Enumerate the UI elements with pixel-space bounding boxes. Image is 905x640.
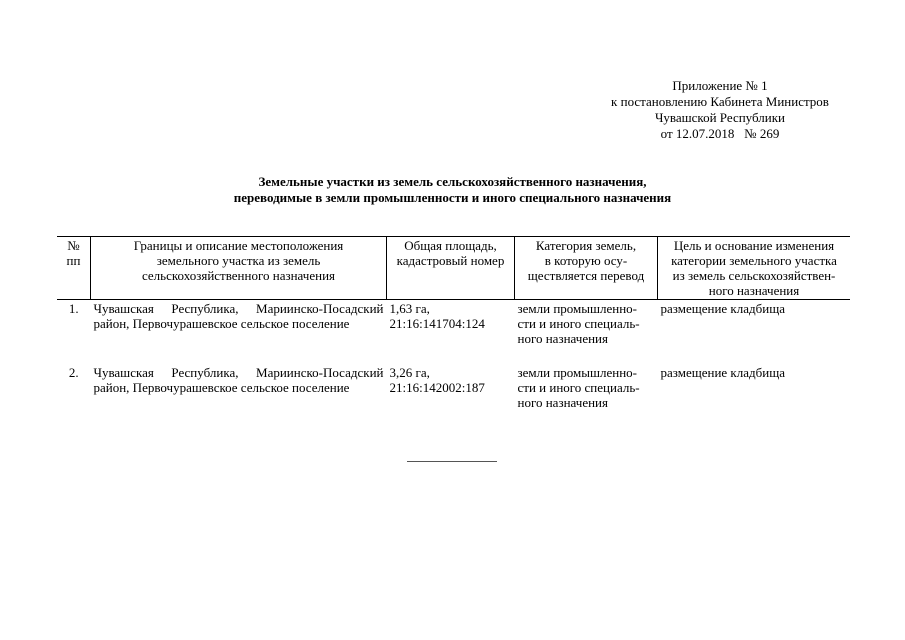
header-num: № пп — [57, 237, 91, 300]
appendix-number: Приложение № 1 — [672, 78, 768, 93]
row-purpose: размещение кладбища — [660, 301, 785, 316]
header-description: Границы и описание местоположения земельного участка из земель сельскохозяйственного назначения — [91, 237, 387, 300]
row-purpose: размещение кладбища — [660, 365, 785, 380]
title-line-1: Земельные участки из земель сельскохозяйственного назначения, — [258, 174, 647, 189]
row-num: 2. — [68, 365, 79, 380]
header-purpose: Цель и основание изменения категории земельного участка из земель сельскохозяйствен- ного назначения — [658, 237, 851, 300]
row-area: 1,63 га, 21:16:141704:124 — [389, 301, 485, 331]
header-category: Категория земель, в которую осу- ществляется перевод — [515, 237, 658, 300]
appendix-reference: к постановлению Кабинета Министров — [611, 94, 829, 109]
appendix-authority: Чувашской Республики — [654, 110, 786, 125]
header-area: Общая площадь, кадастровый номер — [387, 237, 515, 300]
row-description: Чувашская Республика, Мариинско-Посадский район, Первочурашевское сельское поселение — [93, 301, 384, 331]
row-description: Чувашская Республика, Мариинско-Посадский район, Первочурашевское сельское поселение — [93, 365, 384, 395]
land-plots-table — [57, 236, 850, 428]
appendix-date: от 12.07.2018 № 269 — [660, 126, 780, 141]
row-area: 3,26 га, 21:16:142002:187 — [389, 365, 485, 395]
row-category: земли промышленно- сти и иного специаль- ного назначения — [517, 365, 640, 410]
end-separator-line — [407, 461, 497, 462]
appendix-header — [560, 78, 880, 142]
table-header-row — [57, 237, 850, 300]
document-title — [0, 174, 905, 206]
row-category: земли промышленно- сти и иного специаль- ного назначения — [517, 301, 640, 346]
title-line-2: переводимые в земли промышленности и иного специального назначения — [233, 190, 672, 205]
table-row — [57, 364, 850, 428]
table-row — [57, 300, 850, 365]
row-num: 1. — [68, 301, 79, 316]
